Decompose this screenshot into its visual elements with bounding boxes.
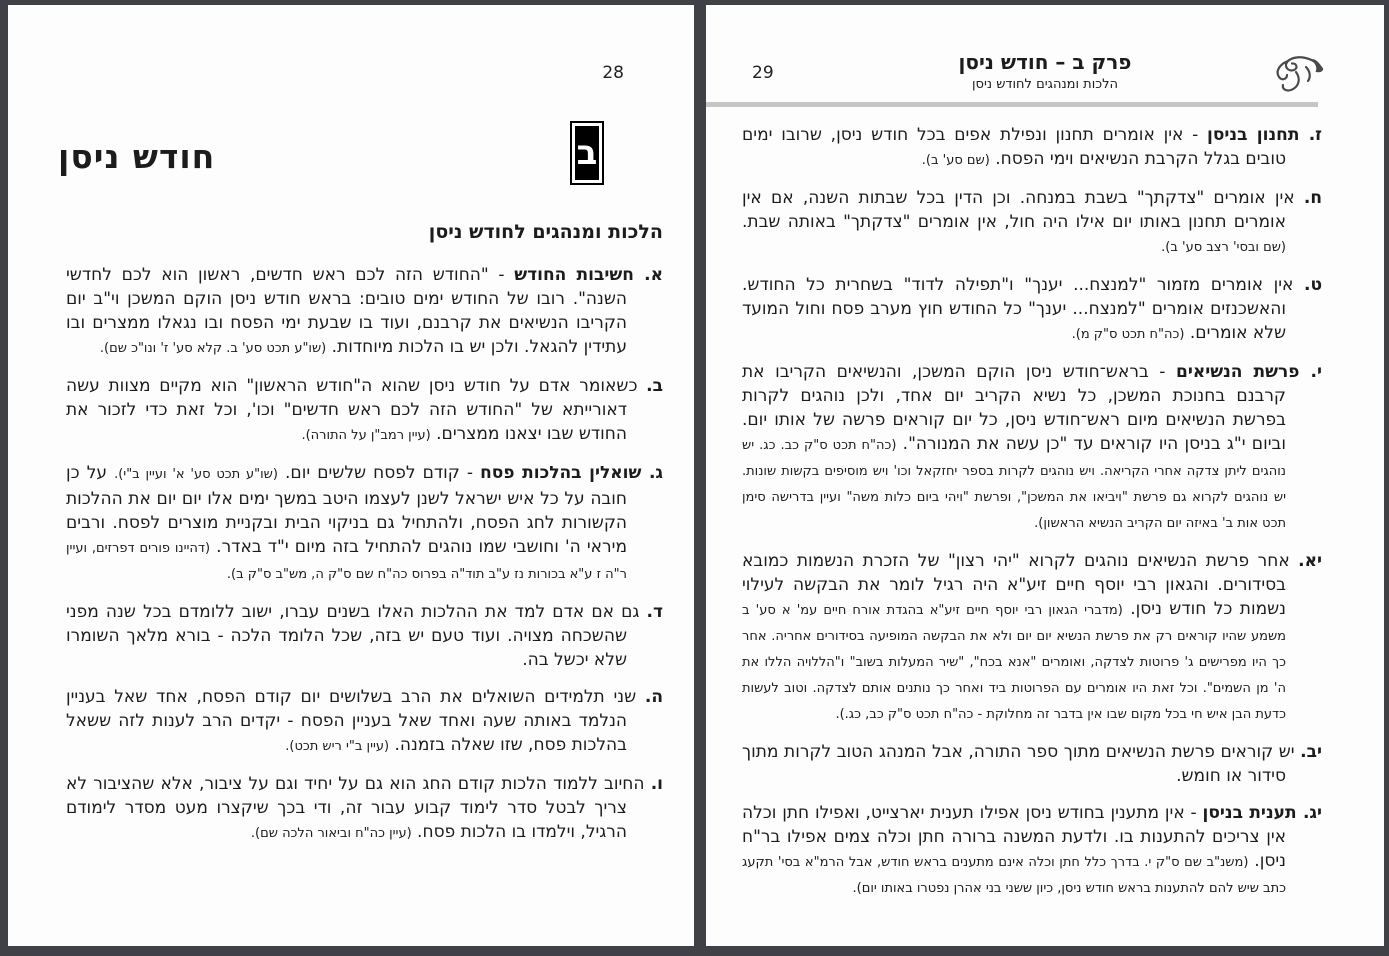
halacha-paragraph: [66, 685, 663, 759]
text-run-small: (עיין כה"ח וביאור הלכה שם).: [250, 826, 412, 841]
running-header-title: פרק ב – חודש ניסן: [958, 50, 1132, 74]
text-run-normal: יש קוראים פרשת הנשיאים מתוך ספר התורה, אבל המנהג הטוב לקרות מתוך סידור או חומש.: [742, 742, 1301, 786]
left-page-body: [66, 263, 663, 859]
text-run-small: (שם ובסי' רצב סע' ב).: [1161, 240, 1286, 255]
halacha-paragraph: [742, 186, 1322, 260]
text-run-normal: - אין מתענין בחודש ניסן אפילו תענית יארצייט, ואפילו חתן וכלה אין צריכים להתענות בו. ולדעת המשנה ברורה חתן וכלה צמים אפילו בר"ח ניסן.: [742, 803, 1286, 871]
text-run-num: א.: [644, 265, 664, 285]
text-run-num: ב.: [646, 376, 663, 396]
page-number-left: 28: [602, 63, 624, 83]
text-run-normal: - אין אומרים תחנון ונפילת אפים בכל חודש ניסן, שרובו ימים טובים בגלל הקרבת הנשיאים וימי הפסח.: [742, 125, 1286, 169]
halacha-paragraph: [66, 263, 663, 361]
header-rule: [706, 102, 1318, 107]
text-run-normal: גם אם אדם למד את ההלכות האלו בשנים עברו, ישוב ללומדם בכל שנה מפני שהשכחה מצויה. ועוד טעם יש בזה, שכל הלומד הלכה - בורא מלאך השומרו שלא יכשל בה.: [66, 602, 647, 670]
halacha-paragraph: [66, 461, 663, 587]
halacha-paragraph: [66, 374, 663, 448]
right-page: [706, 5, 1384, 946]
text-run-num: ג.: [648, 463, 663, 483]
text-run-normal: כשאומר אדם על חודש ניסן שהוא ה"חודש הראשון" הוא מקיים מצוות עשה דאורייתא של "החודש הזה לכם ראש חדשים" וכו', וכל זאת כדי לזכור את החודש שבו יצאנו ממצרים.: [66, 376, 647, 444]
text-run-small: (עיין ב"י ריש תכט).: [285, 739, 390, 754]
text-run-num: י.: [1310, 362, 1322, 382]
text-run-num: ז.: [1308, 125, 1322, 145]
text-run-small: (מדברי הגאון רבי יוסף חיים זיע"א בהגדת אורח חיים עמ' א סע' ב משמע שהיו קוראים רק את פרשת הנשיא יום יום ולא את הבקשה המופיעה בסידורים אחריה. אחר כך היו מפרישים ג' פרוטות לצדקה, ואומרים "אנא בכח", "שיר המעלות בשוב" ו"הללויה הללו את ה' מן השמים". וכל זאת היו אומרים עם הפרוטות ביד ואחר כך נותנים אותם לצדקה. וטוב לעשות כדעת הבן איש חי בכל מקום שבו אין בדבר זה מחלוקת - כה"ח תכט ס"ק כב, כג.).: [742, 603, 1286, 722]
text-run-small: (כה"ח תכט ס"ק כב. כג. יש נוהגים ליתן צדקה אחרי הקריאה. ויש נוהגים לקרות בספר יחזקאל וכו' ויש מוסיפים בקשות שונות. יש נוהגים לקרוא גם פרשת "ויביאו את המשכן", ופרשת "ויהי ביום כלות משה" ועיין בדרישה סימן תכט אות ב' באיזה יום הקריב הנשיא הראשון).: [742, 438, 1286, 531]
text-run-bold: פרשת הנשיאים: [1175, 362, 1311, 382]
text-run-normal: - בראש־חודש ניסן הוקם המשכן, והנשיאים הקריבו את קרבנם בחנוכת המשכן, כל נשיא הקריב יום אחד, ולכן נוהגים לקרות בפרשת הנשיאים מיום ראש־חודש ניסן, כל יום קוראים פרשה של אותו יום. וביום י"ג בניסן היו קוראים עד "כן עשה את המנורה".: [742, 362, 1286, 454]
running-header-subtitle: הלכות ומנהגים לחודש ניסן: [971, 77, 1119, 92]
text-run-normal: - קודם לפסח שלשים יום.: [277, 463, 481, 483]
text-run-num: ה.: [644, 687, 663, 707]
text-run-bold: תחנון בניסן: [1207, 125, 1309, 145]
halacha-paragraph: [742, 273, 1322, 347]
text-run-num: יג.: [1302, 803, 1322, 823]
text-run-num: ו.: [650, 774, 663, 794]
text-run-small: (עיין רמב"ן על התורה).: [301, 428, 431, 443]
text-run-normal: - "החודש הזה לכם ראש חדשים, ראשון הוא לכם לחדשי השנה". רובו של החודש ימים טובים: בראש חודש ניסן הוקם המשכן וי"ב יום הקריבו הנשיאים את קרבנם, ועוד בו שבעת ימי הפסח ובו נגאלו ממצרים ובו עתידין להגאל. ולכן יש בו הלכות מיוחדות.: [66, 265, 627, 357]
left-page: [8, 5, 694, 946]
text-run-num: ד.: [646, 602, 663, 622]
text-run-normal: אחר פרשת הנשיאים נוהגים לקרוא "יהי רצון" של הזכרת הנשמות כמובא בסידורים. והגאון רבי יוסף חיים זיע"א היה רגיל לומר את הבקשה לעילוי נשמות כל חודש ניסן.: [742, 551, 1299, 619]
halacha-paragraph: [742, 801, 1322, 901]
chapter-initial-letter: ב: [575, 126, 599, 180]
text-run-num: ט.: [1303, 275, 1322, 295]
text-run-bold: חשיבות החודש: [514, 265, 645, 285]
halacha-paragraph: [66, 772, 663, 846]
chapter-title: חודש ניסן: [58, 137, 216, 176]
chapter-initial-frame: [570, 121, 604, 185]
text-run-small: (כה"ח תכט ס"ק מ).: [1071, 327, 1185, 342]
halacha-paragraph: [742, 123, 1322, 173]
text-run-small: (דהיינו פורים דפרזים, ועיין ר"ה ז ע"א בכורות נז ע"ב תוד"ה בפרוס כה"ח שם ס"ק ה, מש"ב ס"ק ב).: [66, 541, 627, 582]
text-run-small: (שו"ע תכט סע' ב. קלא סע' ז' ונו"כ שם).: [99, 341, 327, 356]
text-run-bold: שואלין בהלכות פסח: [480, 463, 649, 483]
right-page-body: [742, 123, 1322, 914]
halacha-paragraph: [66, 600, 663, 672]
text-run-num: יב.: [1300, 742, 1322, 762]
halacha-paragraph: [742, 360, 1322, 536]
text-run-small: (משנ"ב שם ס"ק י. בדרך כלל חתן וכלה אינם מתענים בראש חודש, אבל הרמ"א בסי' תקעג כתב שיש להם להתענות בראש חודש ניסן, כיון ששני בני אהרן נפטרו באותו יום).: [742, 855, 1286, 896]
text-run-small: (שו"ע תכט סע' א' ועיין ב"י).: [114, 467, 278, 482]
text-run-bold: תענית בניסן: [1202, 803, 1303, 823]
halacha-paragraph: [742, 549, 1322, 727]
text-run-normal: על כן חובה על כל איש ישראל לשנן לעצמו היטב במשך ימים אלו יום יום את ההלכות הקשורות לחג הפסח, ולהתחיל גם בניקוי הבית ובקניית מוצרים לפסח. ורבים מיראי ה' וחושבי שמו נוהגים להתחיל בזה מיום י"ד באדר.: [66, 463, 627, 557]
text-run-normal: אין אומרים "צדקתך" בשבת במנחה. וכן הדין בכל שבתות השנה, אם אין אומרים תחנון באותו יום אילו היה חול, אין אומרים "צדקתך" באותה שבת.: [742, 188, 1304, 232]
page-number-right: 29: [752, 63, 774, 83]
text-run-num: יא.: [1298, 551, 1322, 571]
text-run-small: (שם סע' ב).: [921, 153, 990, 168]
text-run-normal: שני תלמידים השואלים את הרב בשלושים יום קודם הפסח, אחד שאל בעניין הנלמד באותה שעה ואחד שאל בעניין הפסח - יקדים הרב לענות לזה ששאל בהלכות פסח, שזו שאלה בזמנה.: [66, 687, 645, 755]
flourish-ornament-icon: [1270, 51, 1326, 95]
text-run-normal: החיוב ללמוד הלכות קודם החג הוא גם על יחיד וגם על ציבור, אלא שהציבור לא צריך לבטל סדר לימוד קבוע עבור זה, ודי בכך שיקצרו מעט מסדר לימודם הרגיל, וילמדו בו הלכות פסח.: [66, 774, 651, 842]
chapter-subtitle: הלכות ומנהגים לחודש ניסן: [428, 221, 663, 243]
text-run-num: ח.: [1303, 188, 1322, 208]
halacha-paragraph: [742, 740, 1322, 788]
text-run-normal: אין אומרים מזמור "למנצח... יענך" ו"תפילה לדוד" בשחרית כל החודש. והאשכנזים אומרים "למנצח... יענך" כל החודש חוץ מערב פסח וחול המועד שלא אומרים.: [742, 275, 1304, 343]
